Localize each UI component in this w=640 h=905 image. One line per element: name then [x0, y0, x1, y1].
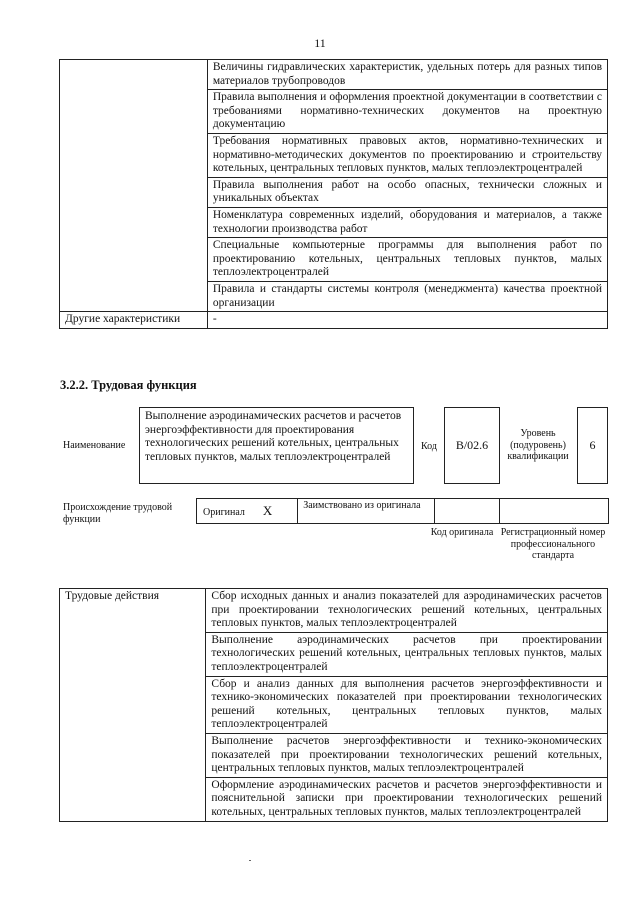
- table-cell: Сбор и анализ данных для выполнения расчетов энергоэффективности и технико-экономических показателей при проектировании технологических решений котельных, центральных тепловых пунктов, малых теплоэлектроцентралей: [206, 676, 608, 733]
- table-cell: Сбор исходных данных и анализ показателей для аэродинамических расчетов при проектировании технологических решений котельных, центральных тепловых пунктов, малых теплоэлектроцентралей: [206, 589, 608, 633]
- other-characteristics-label: Другие характеристики: [60, 312, 208, 329]
- table-cell: Номенклатура современных изделий, оборудования и материалов, а также технологии производства работ: [207, 207, 607, 237]
- table-cell: Величины гидравлических характеристик, удельных потерь для разных типов материалов трубопроводов: [207, 60, 607, 90]
- original-label: Оригинал: [203, 507, 245, 518]
- table-cell: Специальные компьютерные программы для выполнения работ по проектированию котельных, центральных тепловых пунктов, малых теплоэлектроцентралей: [207, 238, 607, 282]
- original-mark: X: [262, 503, 273, 518]
- table-row: [60, 60, 608, 90]
- table-row: [60, 589, 608, 633]
- labor-actions-label: Трудовые действия: [60, 589, 206, 822]
- function-code-value: B/02.6: [455, 438, 489, 452]
- section-title: 3.2.2. Трудовая функция: [60, 378, 197, 392]
- table-cell: Требования нормативных правовых актов, нормативно-технических и нормативно-методических документов по проектированию и строительству котельных, центральных тепловых пунктов, малых теплоэлектроцентралей: [207, 133, 607, 177]
- code-label: Код: [421, 441, 437, 452]
- reg-number-cell: [500, 499, 609, 524]
- function-name-value: Выполнение аэродинамических расчетов и расчетов энергоэффективности для проектирования технологических решений котельных, центральных тепловых пунктов, малых теплоэлектроцентралей: [145, 410, 402, 463]
- labor-actions-table: [59, 588, 608, 822]
- level-value: 6: [589, 438, 596, 452]
- empty-label-cell: [60, 60, 208, 312]
- original-code-caption: Код оригинала: [430, 527, 494, 538]
- name-label: Наименование: [63, 440, 126, 451]
- scan-mark: [249, 860, 251, 861]
- page-number: 11: [314, 36, 326, 50]
- function-name-box: [139, 407, 414, 484]
- level-label: Уровень (подуровень) квалификации: [507, 428, 569, 462]
- knowledge-table: [59, 59, 608, 329]
- table-cell: Правила выполнения и оформления проектной документации в соответствии с требованиями нормативно-технических документов на проектную документацию: [207, 90, 607, 134]
- table-cell: Выполнение расчетов энергоэффективности и технико-экономических показателей при проектировании технологических решений котельных, центральных тепловых пунктов, малых теплоэлектроцентралей: [206, 733, 608, 777]
- original-cell: [197, 499, 298, 524]
- origin-label: Происхождение трудовой функции: [63, 502, 173, 525]
- table-row: [60, 312, 608, 329]
- borrowed-cell: [298, 499, 435, 524]
- table-cell: Правила и стандарты системы контроля (менеджмента) качества проектной организации: [207, 281, 607, 311]
- borrowed-label: Заимствовано из оригинала: [303, 500, 421, 511]
- level-box: [577, 407, 608, 484]
- table-row: [197, 499, 609, 524]
- other-characteristics-value: -: [207, 312, 607, 329]
- origin-table: [196, 498, 609, 524]
- original-code-cell: [435, 499, 500, 524]
- reg-number-caption: Регистрационный номер профессионального стандарта: [500, 527, 606, 561]
- table-cell: Правила выполнения работ на особо опасных, технически сложных и уникальных объектах: [207, 177, 607, 207]
- table-cell: Оформление аэродинамических расчетов и расчетов энергоэффективности и пояснительной записки при проектировании технологических решений котельных, центральных тепловых пунктов, малых теплоэлектроцентралей: [206, 777, 608, 821]
- function-code-box: [444, 407, 500, 484]
- table-cell: Выполнение аэродинамических расчетов при проектировании технологических решений котельных, центральных тепловых пунктов, малых теплоэлектроцентралей: [206, 632, 608, 676]
